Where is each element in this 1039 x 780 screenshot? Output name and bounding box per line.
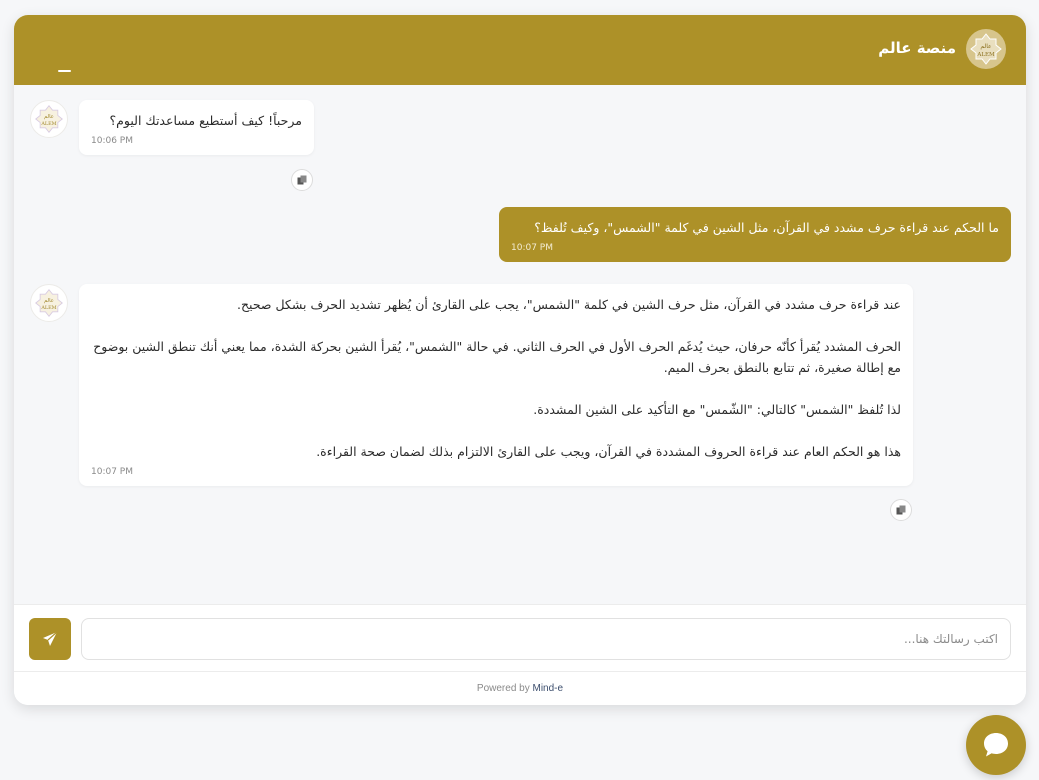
alem-logo-icon (34, 288, 64, 318)
powered-by-text: Powered by (476, 683, 533, 694)
message-paragraph: هذا هو الحكم العام عند قراءة الحروف المشددة في القرآن، ويجب على القارئ الالتزام بذلك لضمان صحة القراءة. (316, 444, 901, 459)
avatar-logo-text: ALEM (41, 305, 57, 312)
avatar-logo-text-ar: عالم (44, 114, 54, 121)
message-text: ما الحكم عند قراءة حرف مشدد في القرآن، مثل الشين في كلمة "الشمس"، وكيف تُلفظ؟ (534, 220, 999, 235)
message-list[interactable] (14, 85, 1026, 604)
send-button[interactable] (29, 618, 71, 660)
bot-message (79, 284, 913, 486)
chat-launcher-button[interactable] (966, 715, 1026, 775)
avatar-logo-text: ALEM (41, 121, 57, 128)
powered-by-footer (14, 671, 1026, 705)
send-icon (42, 631, 58, 647)
header-logo (966, 29, 1006, 69)
bot-message (79, 100, 314, 155)
message-time: 10:07 PM (91, 467, 133, 477)
minimize-icon (58, 70, 71, 72)
message-paragraph: لذا تُلفظ "الشمس" كالتالي: "الشّمس" مع التأكيد على الشين المشددة. (533, 402, 901, 417)
chat-header (14, 15, 1026, 85)
user-message (499, 207, 1011, 262)
minimize-button[interactable] (32, 37, 62, 63)
composer (14, 604, 1026, 672)
copy-button[interactable] (291, 169, 313, 191)
message-paragraph: الحرف المشدد يُقرأ كأنّه حرفان، حيث يُدغَم الحرف الأول في الحرف الثاني. في حالة "الشمس"، يُقرأ الشين بحركة الشدة، مما يعني أنك تنطق الشين بوضوح مع إطالة صغيرة، ثم تتابع بالنطق بحرف الميم. (93, 339, 901, 375)
logo-text: ALEM (977, 52, 995, 58)
logo-text-ar: عالم (980, 43, 992, 50)
message-time: 10:06 PM (91, 136, 133, 146)
copy-icon (297, 175, 307, 185)
copy-icon (896, 505, 906, 515)
message-time: 10:07 PM (511, 243, 553, 253)
avatar-logo-text-ar: عالم (44, 298, 54, 305)
copy-button[interactable] (890, 499, 912, 521)
powered-by-brand-link[interactable]: Mind-e (532, 683, 564, 694)
header-title: منصة عالم (878, 39, 956, 57)
bot-avatar (30, 284, 68, 322)
chat-bubble-icon (981, 730, 1011, 760)
alem-logo-icon (969, 32, 1003, 66)
message-paragraph: عند قراءة حرف مشدد في القرآن، مثل حرف الشين في كلمة "الشمس"، يجب على القارئ أن يُظهر تشديد الحرف بشكل صحيح. (237, 297, 901, 312)
chat-widget (14, 15, 1026, 705)
message-text: مرحباً! كيف أستطيع مساعدتك اليوم؟ (109, 113, 302, 128)
alem-logo-icon (34, 104, 64, 134)
bot-avatar (30, 100, 68, 138)
message-input[interactable] (81, 618, 1011, 660)
